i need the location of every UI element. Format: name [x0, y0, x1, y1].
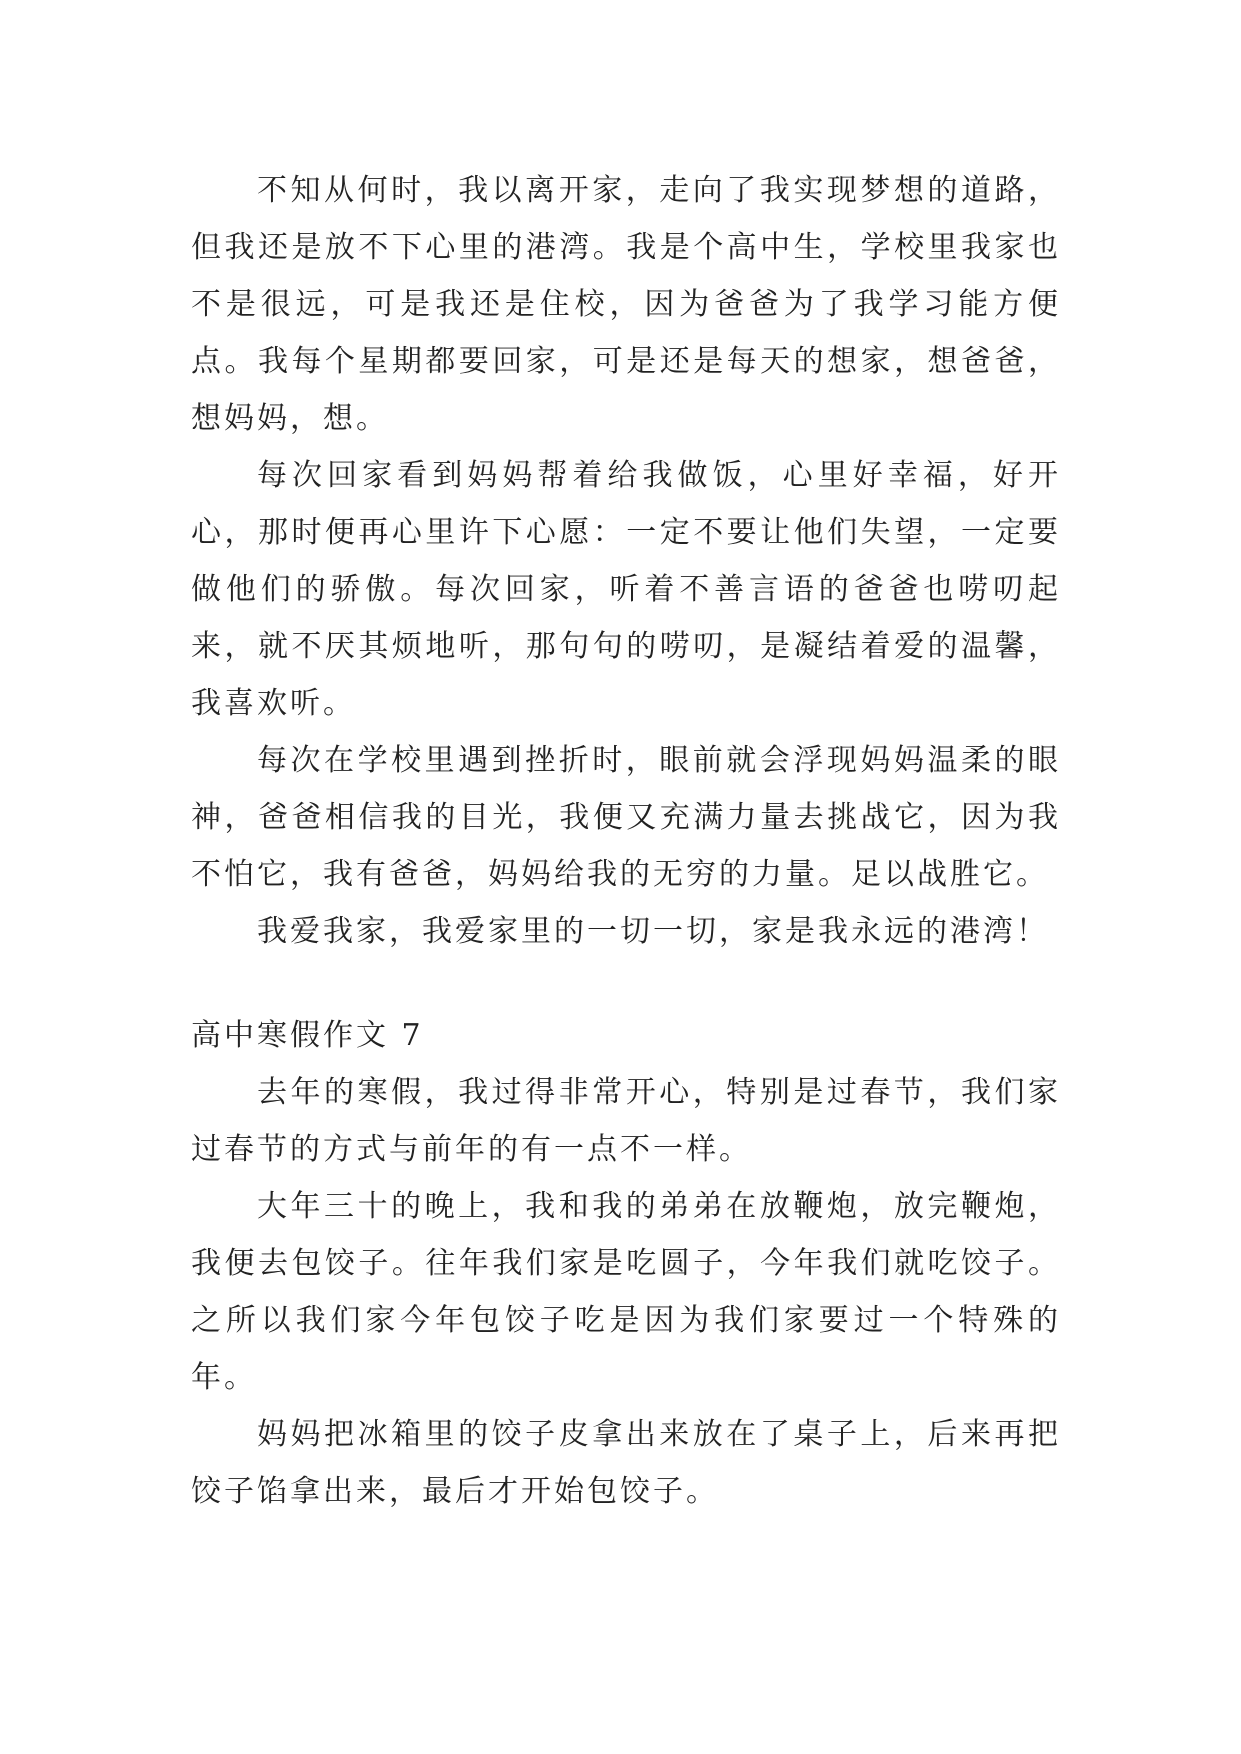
section-gap: [191, 960, 1061, 1007]
document-body: [191, 162, 1061, 1520]
paragraph: 大年三十的晚上，我和我的弟弟在放鞭炮，放完鞭炮，我便去包饺子。往年我们家是吃圆子，今年我们就吃饺子。之所以我们家今年包饺子吃是因为我们家要过一个特殊的年。: [191, 1189, 1061, 1395]
paragraph: 不知从何时，我以离开家，走向了我实现梦想的道路，但我还是放不下心里的港湾。我是个高中生，学校里我家也不是很远，可是我还是住校，因为爸爸为了我学习能方便点。我每个星期都要回家，可是还是每天的想家，想爸爸，想妈妈，想。: [191, 173, 1061, 436]
section-heading: 高中寒假作文 7: [191, 1018, 424, 1053]
paragraph: 每次回家看到妈妈帮着给我做饭，心里好幸福，好开心，那时便再心里许下心愿：一定不要让他们失望，一定要做他们的骄傲。每次回家，听着不善言语的爸爸也唠叨起来，就不厌其烦地听，那句句的唠叨，是凝结着爱的温馨，我喜欢听。: [191, 458, 1061, 721]
paragraph: 去年的寒假，我过得非常开心，特别是过春节，我们家过春节的方式与前年的有一点不一样。: [191, 1075, 1061, 1167]
paragraph: 每次在学校里遇到挫折时，眼前就会浮现妈妈温柔的眼神，爸爸相信我的目光，我便又充满力量去挑战它，因为我不怕它，我有爸爸，妈妈给我的无穷的力量。足以战胜它。: [191, 743, 1061, 892]
paragraph: 妈妈把冰箱里的饺子皮拿出来放在了桌子上，后来再把饺子馅拿出来，最后才开始包饺子。: [191, 1417, 1061, 1509]
paragraph: 我爱我家，我爱家里的一切一切，家是我永远的港湾！: [257, 914, 1049, 949]
